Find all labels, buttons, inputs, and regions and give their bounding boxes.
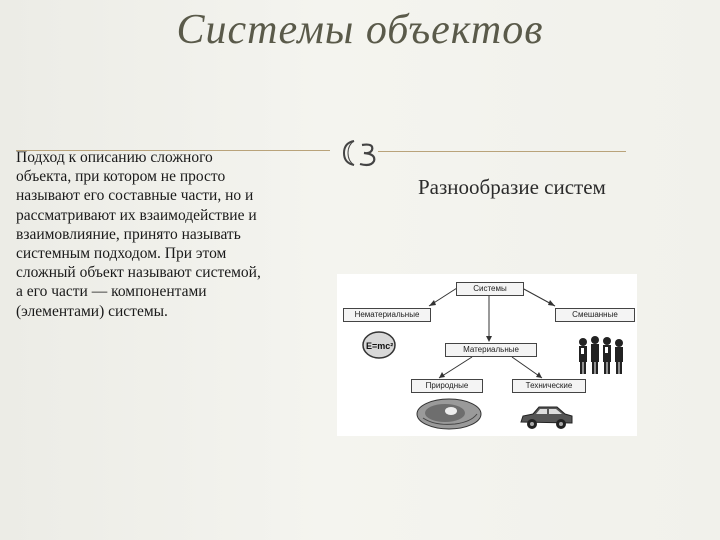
node-natural: Природные [411, 379, 483, 393]
divider-right [378, 151, 626, 152]
people-group-image [573, 332, 629, 376]
subtitle: Разнообразие систем [418, 175, 606, 199]
car-image [517, 402, 575, 432]
decorative-ornament-icon [340, 137, 386, 169]
node-systems: Системы [456, 282, 524, 296]
slide-title: Системы объектов [176, 7, 544, 53]
node-immaterial: Нематериальные [343, 308, 431, 322]
body-text: Подход к описанию сложного объекта, при котором не просто называют его составные части, но и рассматривают их взаимодействие и взаимовлияние, принято называть системным подходом. При этом сложный объект называют системой, а его части — компонентами (элементами) системы. [16, 149, 261, 320]
formula-text: E=mc² [366, 341, 394, 351]
formula-ball-image [361, 330, 397, 360]
node-mixed: Смешанные [555, 308, 635, 322]
node-material: Материальные [445, 343, 537, 357]
natural-object-image [415, 396, 483, 432]
node-technical: Технические [512, 379, 586, 393]
systems-diagram [337, 274, 637, 436]
